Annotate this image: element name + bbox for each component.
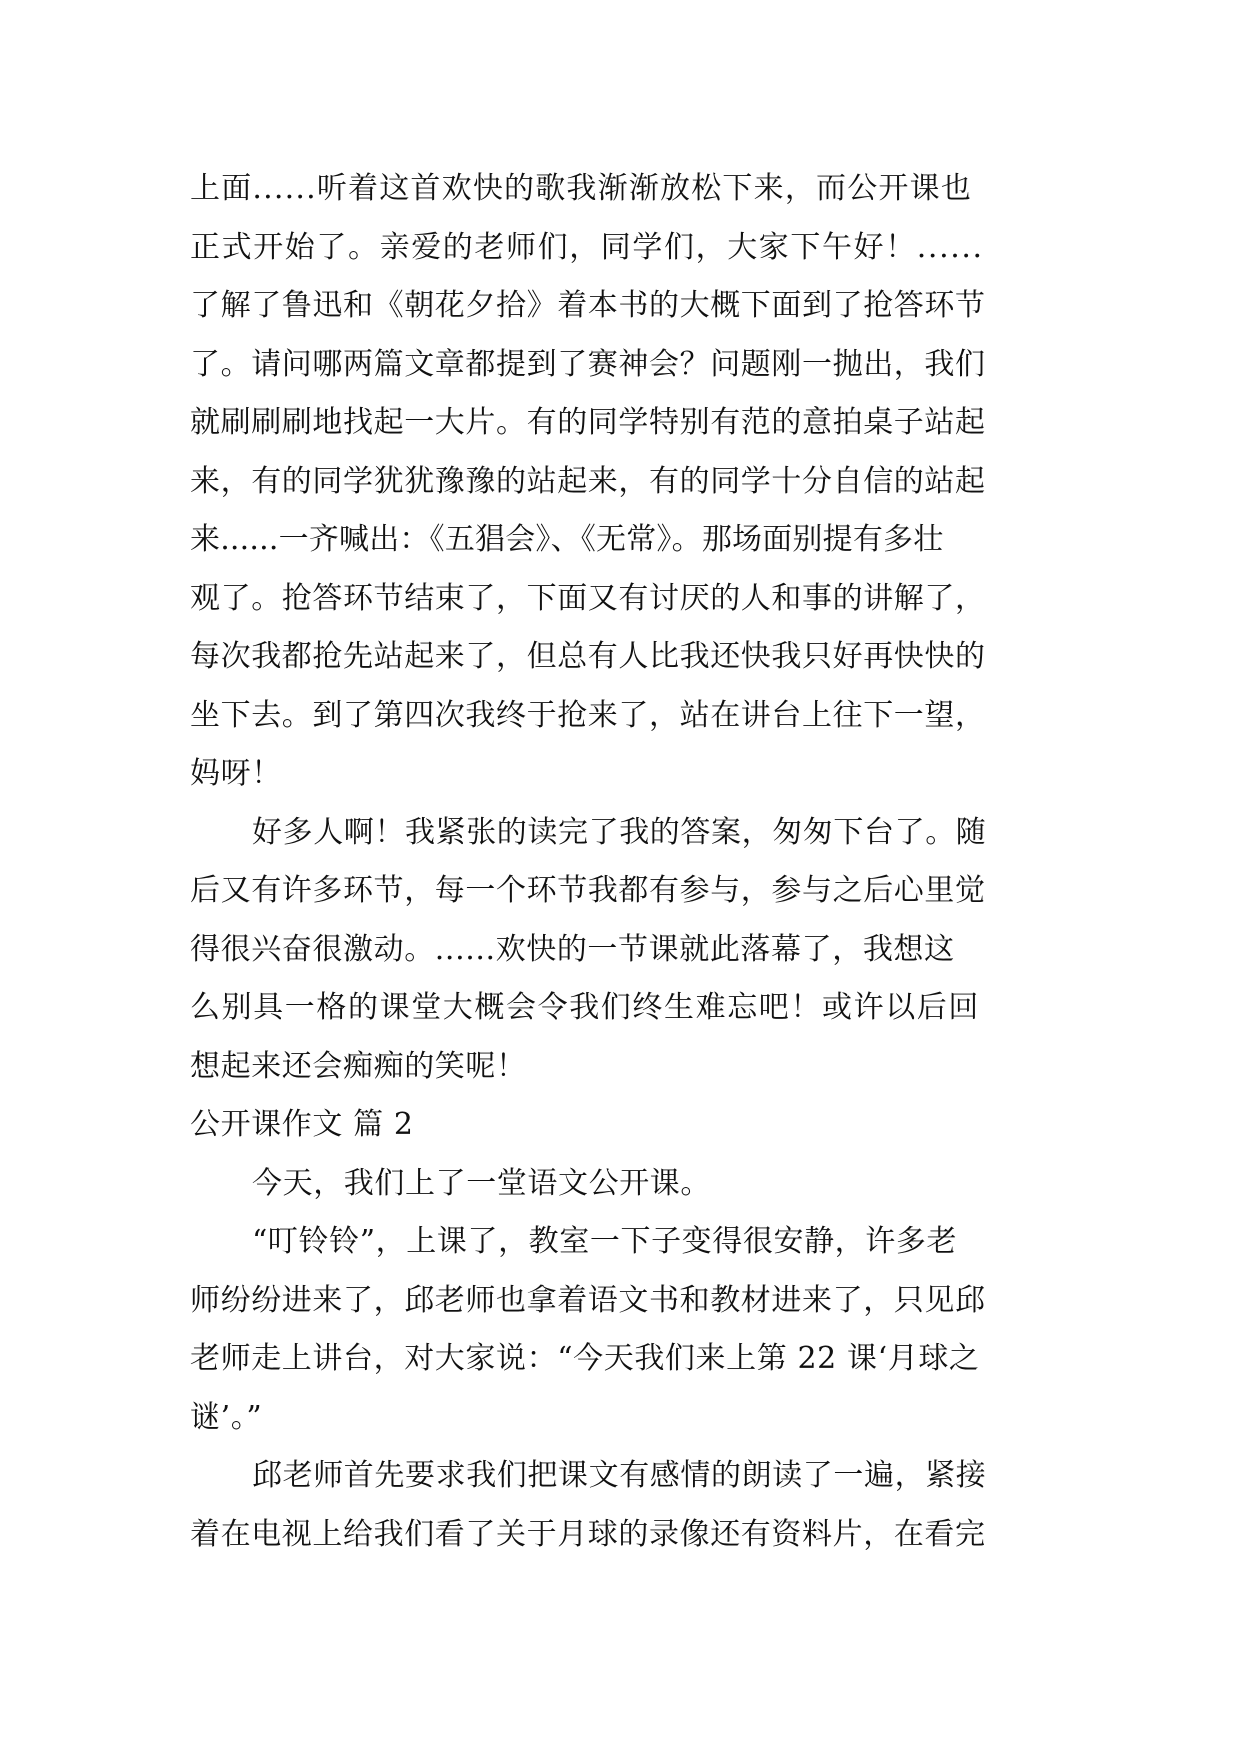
text-line: 正式开始了。亲爱的老师们，同学们，大家下午好！...... <box>190 229 984 265</box>
text-line: 来......一齐喊出：《五猖会》、《无常》。那场面别提有多壮 <box>190 522 944 557</box>
text-line: 坐下去。到了第四次我终于抢来了，站在讲台上往下一望， <box>190 697 986 733</box>
text-line: 就刷刷刷地找起一大片。有的同学特别有范的意拍桌子站起 <box>190 405 986 440</box>
text-line: 了解了鲁迅和《朝花夕拾》着本书的大概下面到了抢答环节 <box>190 288 986 323</box>
text-line: 上面......听着这首欢快的歌我渐渐放松下来，而公开课也 <box>190 171 973 206</box>
text-line: 得很兴奋很激动。......欢快的一节课就此落幕了，我想这 <box>190 931 955 967</box>
paragraph-first-line: 今天，我们上了一堂语文公开课。 <box>252 1165 711 1201</box>
paragraph-first-line: “叮铃铃”，上课了，教室一下子变得很安静，许多老 <box>252 1224 958 1259</box>
document-page <box>190 160 1070 1564</box>
text-line: 么别具一格的课堂大概会令我们终生难忘吧！或许以后回 <box>190 990 980 1025</box>
text-line: 每次我都抢先站起来了，但总有人比我还快我只好再快快的 <box>190 639 986 674</box>
section-heading: 公开课作文 篇 2 <box>190 1107 414 1142</box>
text-line: 想起来还会痴痴的笑呢！ <box>190 1048 527 1084</box>
text-line: 谜’。” <box>190 1399 263 1435</box>
text-line: 妈呀！ <box>190 756 282 791</box>
paragraph-first-line: 好多人啊！我紧张的读完了我的答案，匆匆下台了。随 <box>252 814 987 850</box>
text-line: 着在电视上给我们看了关于月球的录像还有资料片，在看完 <box>190 1516 986 1552</box>
text-line: 后又有许多环节，每一个环节我都有参与，参与之后心里觉 <box>190 873 986 908</box>
text-line: 师纷纷进来了，邱老师也拿着语文书和教材进来了，只见邱 <box>190 1282 986 1318</box>
text-line: 观了。抢答环节结束了，下面又有讨厌的人和事的讲解了， <box>190 580 986 616</box>
text-line: 老师走上讲台，对大家说：“今天我们来上第 22 课‘月球之 <box>190 1341 980 1376</box>
text-line: 了。请问哪两篇文章都提到了赛神会？问题刚一抛出，我们 <box>190 346 986 382</box>
text-line: 来，有的同学犹犹豫豫的站起来，有的同学十分自信的站起 <box>190 463 986 499</box>
paragraph-first-line: 邱老师首先要求我们把课文有感情的朗读了一遍，紧接 <box>252 1458 987 1493</box>
